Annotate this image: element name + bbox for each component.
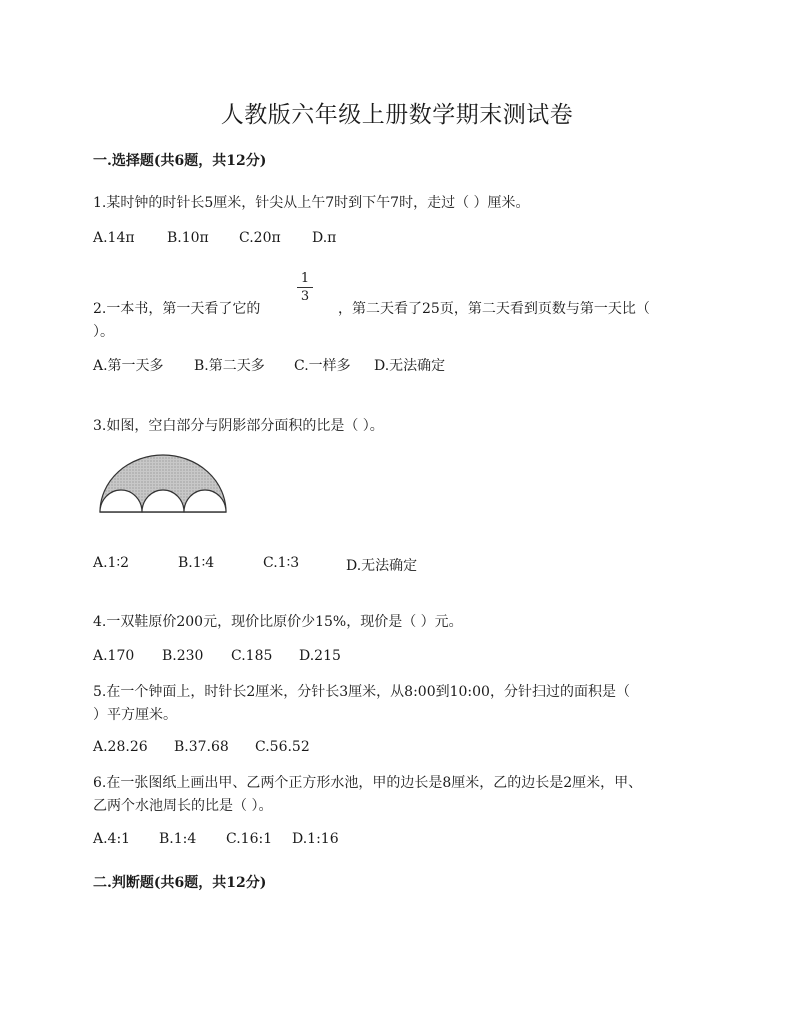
question-5-text-line1: 5.在一个钟面上，时针长2厘米，分针长3厘米，从8:00到10:00，分针扫过的面积是（ xyxy=(93,684,630,700)
q5-option-c: C.56.52 xyxy=(255,739,310,755)
q6-option-c: C.16:1 xyxy=(226,831,273,847)
question-5-text-line2: ）平方厘米。 xyxy=(93,707,177,723)
q6-option-d: D.1:16 xyxy=(292,831,339,847)
q3-option-d: D.无法确定 xyxy=(346,558,418,574)
fraction-numerator: 1 xyxy=(300,271,310,286)
q3-option-b: B.1∶4 xyxy=(178,555,215,571)
q2-option-d: D.无法确定 xyxy=(374,358,446,374)
q1-option-a: A.14π xyxy=(93,230,135,246)
q4-option-c: C.185 xyxy=(231,648,273,664)
question-2-text-start: 2.一本书，第一天看了它的 xyxy=(93,301,261,317)
q5-option-b: B.37.68 xyxy=(174,739,229,755)
q3-option-a: A.1∶2 xyxy=(93,555,130,571)
question-2-fraction xyxy=(297,272,313,303)
question-3-text: 3.如图，空白部分与阴影部分面积的比是（ ）。 xyxy=(93,418,384,434)
q5-option-a: A.28.26 xyxy=(93,739,148,755)
question-2-text-end: ，第二天看了25页，第二天看到页数与第一天比（ xyxy=(338,301,650,317)
question-6-text-line2: 乙两个水池周长的比是（ ）。 xyxy=(93,798,273,814)
question-1-text: 1.某时钟的时针长5厘米，针尖从上午7时到下午7时，走过（ ）厘米。 xyxy=(93,195,530,211)
q1-option-b: B.10π xyxy=(167,230,209,246)
q4-option-b: B.230 xyxy=(162,648,204,664)
semicircle-figure xyxy=(96,448,230,518)
q1-option-c: C.20π xyxy=(239,230,281,246)
q6-option-b: B.1:4 xyxy=(159,831,197,847)
q6-option-a: A.4:1 xyxy=(93,831,131,847)
q3-option-c: C.1∶3 xyxy=(263,555,300,571)
fraction-bar xyxy=(297,287,313,288)
question-6-text-line1: 6.在一张图纸上画出甲、乙两个正方形水池，甲的边长是8厘米，乙的边长是2厘米，甲、 xyxy=(93,775,643,791)
q4-option-d: D.215 xyxy=(299,648,341,664)
page-title: 人教版六年级上册数学期末测试卷 xyxy=(220,102,574,128)
section-heading-judgment: 二.判断题(共6题，共12分) xyxy=(93,875,267,891)
section-heading-choice: 一.选择题(共6题，共12分) xyxy=(93,153,267,169)
q2-option-a: A.第一天多 xyxy=(93,358,164,374)
question-2-text-line2: ）。 xyxy=(93,324,114,340)
q1-option-d: D.π xyxy=(312,230,337,246)
question-4-text: 4.一双鞋原价200元，现价比原价少15%，现价是（ ）元。 xyxy=(93,614,463,630)
q4-option-a: A.170 xyxy=(93,648,135,664)
q2-option-c: C.一样多 xyxy=(294,358,351,374)
q2-option-b: B.第二天多 xyxy=(194,358,265,374)
fraction-denominator: 3 xyxy=(300,289,310,304)
